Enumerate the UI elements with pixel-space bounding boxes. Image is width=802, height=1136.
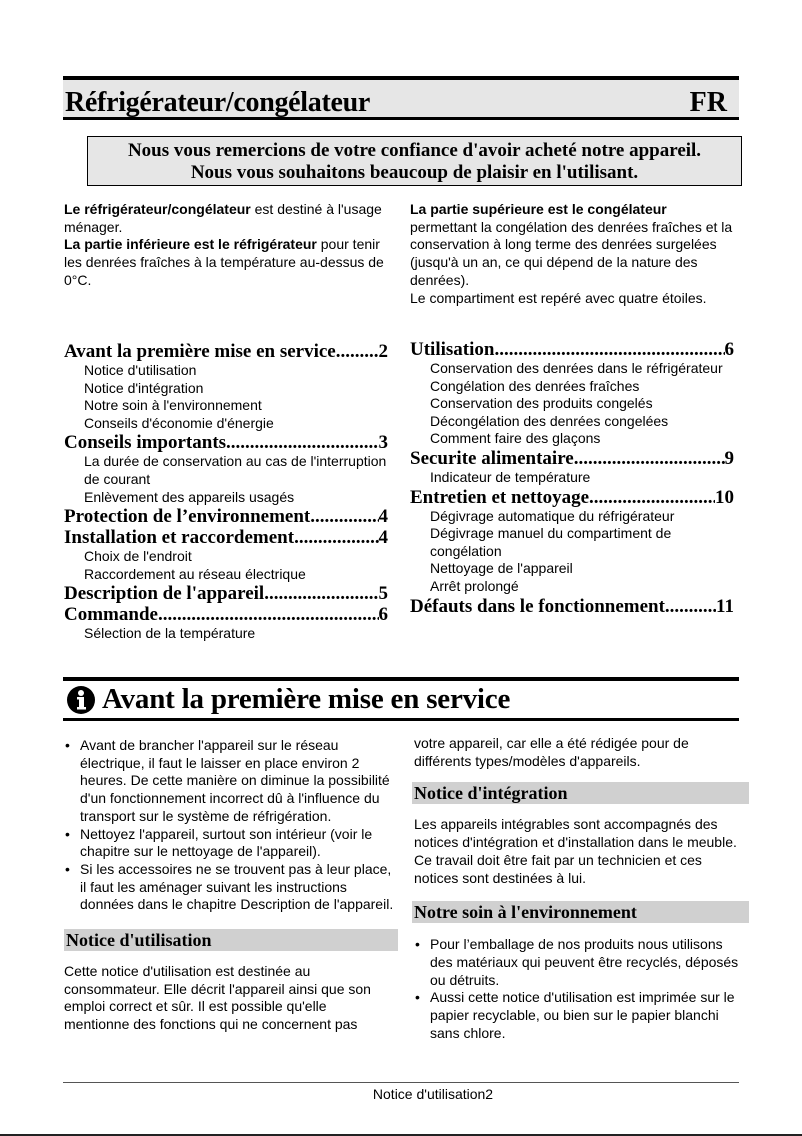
toc-subentry[interactable]: Conseils d'économie d'énergie bbox=[84, 414, 274, 431]
intro-paragraph: Le compartiment est repéré avec quatre étoiles. bbox=[410, 289, 707, 306]
toc-page-number: 2 bbox=[378, 341, 388, 362]
toc-entry[interactable] bbox=[64, 604, 388, 625]
toc-subentry[interactable]: Notice d'utilisation bbox=[84, 362, 197, 378]
toc-page-number: 6 bbox=[378, 604, 388, 626]
thank-you-line-2: Nous vous souhaitons beaucoup de plaisir en l'utilisant. bbox=[190, 162, 639, 183]
notice-utilisation-text: Cette notice d'utilisation est destinée au consommateur. Elle décrit l'appareil ainsi que son emploi correct et sûr. Il est possible qu'elle mentionne des fonctions qui ne concernent pas bbox=[64, 963, 371, 1033]
toc-leader-dots bbox=[665, 596, 716, 617]
toc-entry-label: Avant la première mise en service bbox=[64, 341, 336, 362]
toc-subentry[interactable]: Notice d'intégration bbox=[84, 379, 204, 396]
body-left-column bbox=[64, 737, 394, 1034]
toc-subentry[interactable]: Arrêt prolongé bbox=[430, 577, 519, 594]
section-title: Avant la première mise en service bbox=[102, 683, 511, 715]
toc-page-number: 11 bbox=[716, 595, 734, 617]
toc-subentry[interactable]: Indicateur de température bbox=[430, 468, 591, 485]
toc-entry-label: Entretien et nettoyage bbox=[410, 486, 590, 508]
toc-page-number: 5 bbox=[378, 583, 388, 605]
intro-left-column bbox=[64, 201, 394, 290]
intro-text: est destiné à l'usage ménager. bbox=[64, 201, 382, 235]
intro-paragraph bbox=[64, 201, 394, 236]
toc-leader-dots bbox=[494, 339, 724, 360]
intro-right-column bbox=[410, 201, 745, 307]
toc-entry[interactable] bbox=[64, 583, 388, 604]
table-of-contents-left bbox=[64, 341, 388, 643]
toc-entry-label: Protection de l’environnement bbox=[64, 506, 311, 528]
toc-entry[interactable] bbox=[410, 339, 734, 360]
toc-subentry[interactable]: Conservation des denrées dans le réfrigérateur bbox=[430, 360, 723, 376]
toc-leader-dots bbox=[226, 432, 378, 453]
intro-emphasis: La partie supérieure est le congélateur bbox=[410, 201, 667, 217]
toc-entry-label: Securite alimentaire bbox=[410, 447, 574, 469]
toc-subentry[interactable]: Dégivrage manuel du compartiment de congélation bbox=[430, 525, 672, 559]
toc-leader-dots bbox=[264, 583, 378, 604]
toc-subentry[interactable]: Congélation des denrées fraîches bbox=[430, 377, 640, 394]
toc-subentry[interactable]: Choix de l'endroit bbox=[84, 548, 192, 565]
section-heading-bar bbox=[63, 677, 739, 721]
toc-entry[interactable] bbox=[410, 487, 734, 508]
toc-entry-label: Commande bbox=[64, 604, 158, 626]
intro-text: permettant la congélation des denrées fraîches et la conservation à long terme des denrées surgelées (jusqu'à un an, ce qui dépend de la nature des denrées). bbox=[410, 218, 733, 288]
list-item: • Nettoyez l'appareil, surtout son intérieur (voir le chapitre sur le nettoyage de l'appareil). bbox=[64, 826, 394, 861]
toc-page-number: 4 bbox=[378, 527, 388, 549]
toc-entry[interactable] bbox=[410, 596, 734, 617]
toc-subentry[interactable]: Comment faire des glaçons bbox=[430, 430, 601, 447]
info-icon bbox=[66, 685, 96, 715]
toc-entry-label: Défauts dans le fonctionnement bbox=[410, 595, 665, 617]
notice-integration-heading: Notice d'intégration bbox=[412, 782, 749, 804]
list-item: • Si les accessoires ne se trouvent pas à leur place, il faut les aménager suivant les instructions données dans le chapitre Description de l'appareil. bbox=[64, 861, 394, 914]
toc-entry-label: Installation et raccordement bbox=[64, 527, 295, 549]
intro-paragraph bbox=[64, 236, 394, 289]
thank-you-box bbox=[87, 136, 742, 186]
toc-page-number: 9 bbox=[724, 447, 734, 469]
footer-divider bbox=[63, 1082, 739, 1083]
notice-integration-text: Les appareils intégrables sont accompagnés des notices d'intégration et d'installation dans le meuble. Ce travail doit être fait par un technicien et ces notices sont destinées à lui. bbox=[414, 816, 737, 886]
thank-you-line-1: Nous vous remercions de votre confiance d'avoir acheté notre appareil. bbox=[127, 140, 702, 161]
toc-subentry[interactable]: Nettoyage de l'appareil bbox=[430, 560, 573, 577]
toc-entry[interactable] bbox=[64, 527, 388, 548]
toc-leader-dots bbox=[336, 341, 379, 362]
intro-text: pour tenir les denrées fraîches à la température au-dessus de 0°C. bbox=[64, 236, 384, 288]
list-item: • Avant de brancher l'appareil sur le réseau électrique, il faut le laisser en place environ 2 heures. De cette manière on diminue la possibilité d'un fonctionnement incorrect dû à l'influence du transport sur le système de réfrigération. bbox=[64, 737, 394, 826]
toc-subentry[interactable]: Dégivrage automatique du réfrigérateur bbox=[430, 507, 675, 524]
document-title-bar bbox=[63, 76, 739, 120]
intro-emphasis: Le réfrigérateur/congélateur bbox=[64, 201, 251, 217]
toc-page-number: 10 bbox=[715, 486, 734, 508]
intro-emphasis: La partie inférieure est le réfrigérateur bbox=[64, 236, 317, 253]
toc-subentry[interactable]: Notre soin à l'environnement bbox=[84, 397, 262, 414]
toc-subentry[interactable]: Sélection de la température bbox=[84, 625, 256, 642]
page-footer: Notice d'utilisation2 bbox=[372, 1086, 494, 1102]
toc-subentry[interactable]: Décongélation des denrées congelées bbox=[430, 412, 669, 429]
toc-entry[interactable] bbox=[64, 432, 388, 453]
environment-bullet-list bbox=[414, 936, 744, 1042]
language-code: FR bbox=[689, 87, 727, 118]
toc-leader-dots bbox=[574, 448, 725, 469]
toc-entry-label: Utilisation bbox=[410, 339, 495, 360]
list-item: • Aussi cette notice d'utilisation est imprimée sur le papier recyclable, ou bien sur le papier blanchi sans chlore. bbox=[414, 989, 744, 1042]
toc-page-number: 4 bbox=[378, 506, 388, 528]
preparation-bullet-list bbox=[64, 737, 394, 914]
toc-page-number: 3 bbox=[378, 432, 388, 454]
table-of-contents-right bbox=[410, 339, 734, 617]
toc-entry[interactable] bbox=[64, 506, 388, 527]
intro-paragraph bbox=[410, 201, 745, 290]
toc-leader-dots bbox=[589, 487, 715, 508]
notice-utilisation-heading: Notice d'utilisation bbox=[64, 929, 398, 951]
toc-leader-dots bbox=[310, 506, 378, 527]
continued-text: votre appareil, car elle a été rédigée pour de différents types/modèles d'appareils. bbox=[414, 735, 689, 769]
toc-leader-dots bbox=[294, 527, 378, 548]
document-title: Réfrigérateur/congélateur bbox=[65, 87, 371, 118]
toc-leader-dots bbox=[158, 604, 379, 625]
toc-entry-label: Conseils importants bbox=[64, 432, 227, 454]
list-item: • Pour l’emballage de nos produits nous utilisons des matériaux qui peuvent être recyclés, déposés ou détruits. bbox=[414, 936, 744, 989]
toc-page-number: 6 bbox=[724, 339, 734, 360]
toc-subentry[interactable]: Enlèvement des appareils usagés bbox=[84, 488, 295, 505]
toc-subentry[interactable]: La durée de conservation au cas de l'interruption de courant bbox=[84, 453, 387, 487]
toc-entry[interactable] bbox=[410, 448, 734, 469]
environment-heading: Notre soin à l'environnement bbox=[412, 901, 749, 923]
toc-subentry[interactable]: Raccordement au réseau électrique bbox=[84, 565, 306, 582]
body-right-column bbox=[414, 735, 744, 1042]
toc-entry-label: Description de l'appareil bbox=[64, 583, 265, 605]
toc-entry[interactable] bbox=[64, 341, 388, 362]
toc-subentry[interactable]: Conservation des produits congelés bbox=[430, 395, 653, 412]
